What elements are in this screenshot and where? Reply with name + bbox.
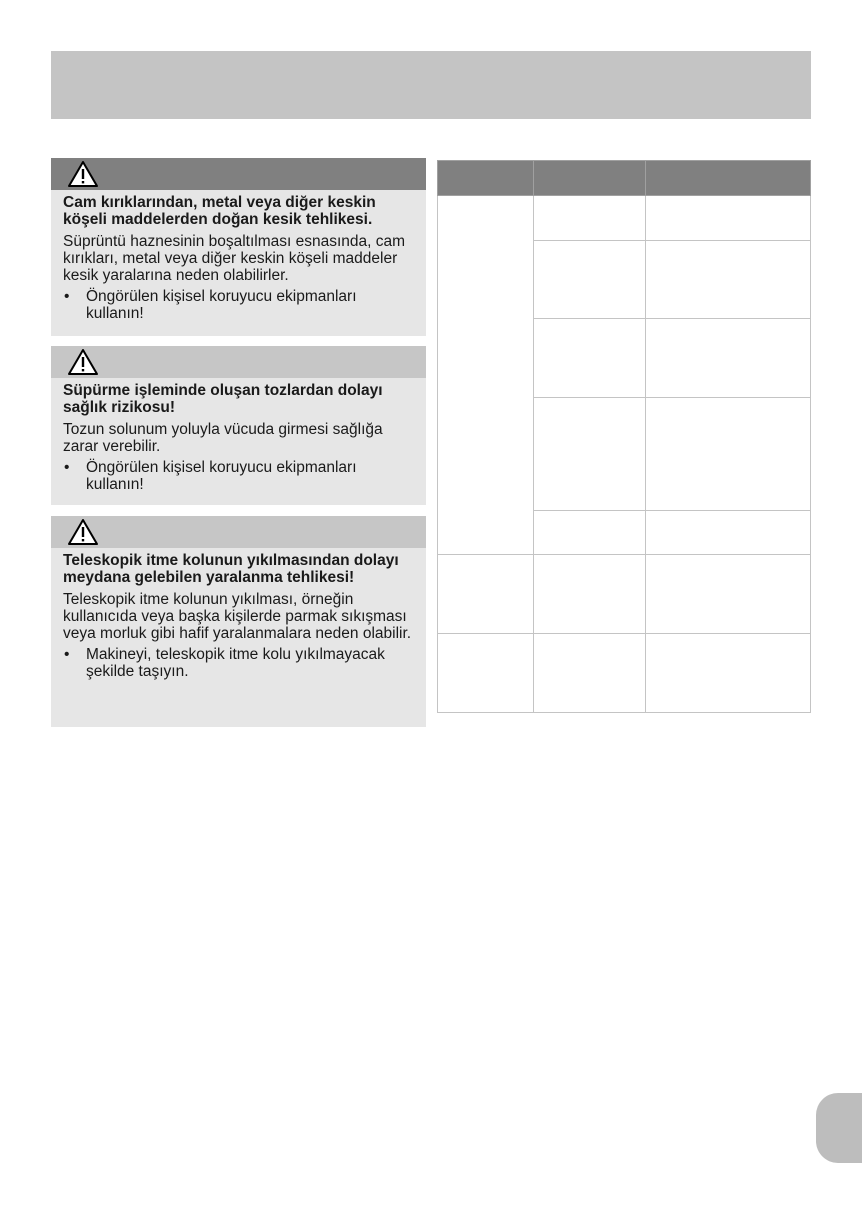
table-cell xyxy=(646,241,811,319)
warning-title: Teleskopik itme kolunun yıkılmasından dolayı meydana gelebilen yaralanma tehlikesi! xyxy=(63,552,399,586)
warning-bullet-text: Öngörülen kişisel koruyucu ekipmanları kullanın! xyxy=(86,288,357,322)
table-cell xyxy=(534,511,646,555)
table-row xyxy=(438,196,811,241)
warning-triangle-icon xyxy=(67,518,99,546)
page-header-bar xyxy=(51,51,811,119)
table-cell xyxy=(646,634,811,713)
table-cell xyxy=(438,196,534,555)
warning-bullet xyxy=(63,459,414,493)
bullet-dot: • xyxy=(64,459,70,476)
warning-text: Süprüntü haznesinin boşaltılması esnasında, cam kırıkları, metal veya diğer keskin köşeli maddeler kesik yaralarına neden olabilirler. xyxy=(63,233,406,284)
warning-bullet-text: Öngörülen kişisel koruyucu ekipmanları kullanın! xyxy=(86,459,357,493)
warning-header xyxy=(51,346,426,378)
table-header-row xyxy=(438,161,811,196)
warning-header xyxy=(51,158,426,190)
table-cell xyxy=(534,398,646,511)
warning-title: Süpürme işleminde oluşan tozlardan dolayı sağlık rizikosu! xyxy=(63,382,383,416)
table-cell xyxy=(646,398,811,511)
table-cell xyxy=(646,319,811,398)
table-cell xyxy=(534,555,646,634)
table-cell xyxy=(534,319,646,398)
warning-bullet-text: Makineyi, teleskopik itme kolu yıkılmayacak şekilde taşıyın. xyxy=(86,646,385,680)
warning-triangle-icon xyxy=(67,160,99,188)
bullet-dot: • xyxy=(64,646,70,663)
warning-box-cut-hazard xyxy=(51,158,426,336)
table-cell xyxy=(438,634,534,713)
table-header-cell xyxy=(534,161,646,196)
table-cell xyxy=(646,511,811,555)
table-cell xyxy=(646,555,811,634)
table-header-cell xyxy=(646,161,811,196)
bullet-dot: • xyxy=(64,288,70,305)
table-cell xyxy=(534,241,646,319)
warning-text: Tozun solunum yoluyla vücuda girmesi sağlığa zarar verebilir. xyxy=(63,421,383,455)
table-cell xyxy=(534,196,646,241)
table-cell xyxy=(534,634,646,713)
warning-triangle-icon xyxy=(67,348,99,376)
warning-title: Cam kırıklarından, metal veya diğer keskin köşeli maddelerden doğan kesik tehlikesi. xyxy=(63,194,376,228)
warning-bullet xyxy=(63,646,414,680)
table-cell xyxy=(438,555,534,634)
warning-box-handle-collapse-hazard xyxy=(51,516,426,727)
table-cell xyxy=(646,196,811,241)
table-row xyxy=(438,634,811,713)
table-row xyxy=(438,555,811,634)
troubleshooting-table xyxy=(437,160,811,713)
warning-header xyxy=(51,516,426,548)
warning-bullet xyxy=(63,288,414,322)
page-number-tab xyxy=(816,1093,862,1163)
warning-box-dust-hazard xyxy=(51,346,426,505)
table-header-cell xyxy=(438,161,534,196)
warning-text: Teleskopik itme kolunun yıkılması, örneğin kullanıcıda veya başka kişilerde parmak sıkışması veya morluk gibi hafif yaralanmalara neden olabilir. xyxy=(63,591,412,642)
